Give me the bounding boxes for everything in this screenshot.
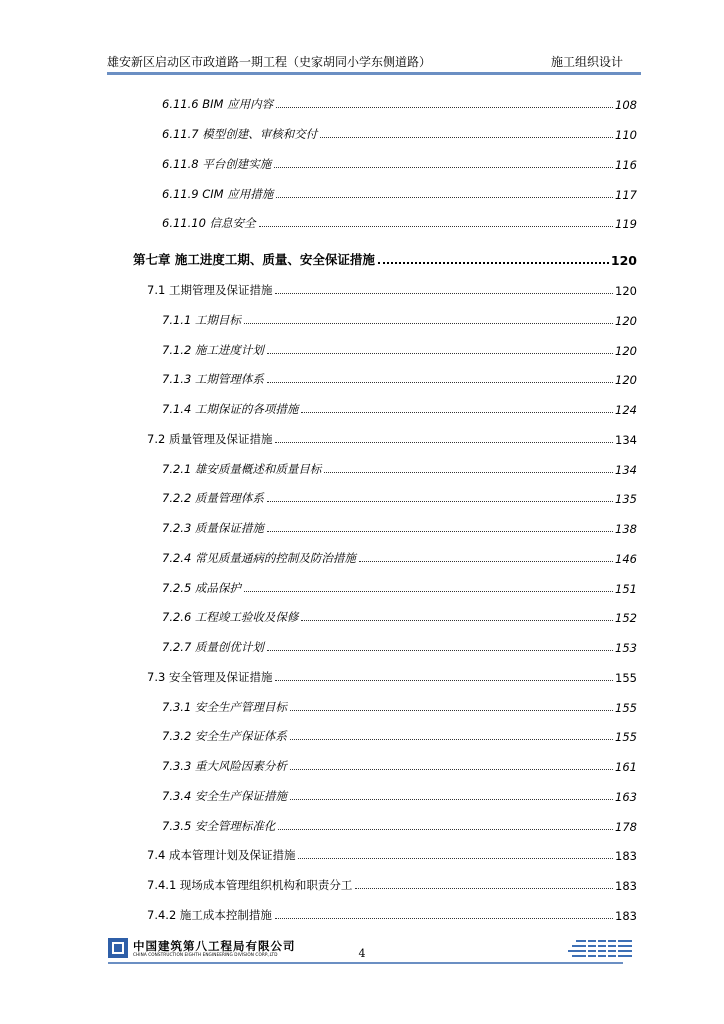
dot-leader: [290, 769, 613, 770]
dot-leader: [301, 412, 613, 413]
header-rule: [107, 72, 641, 75]
toc-entry[interactable]: [162, 756, 637, 774]
toc-entry-label: 6.11.6 BIM 应用内容: [162, 97, 274, 111]
toc-entry-page: 135: [615, 492, 637, 506]
toc-entry[interactable]: [162, 518, 637, 536]
dot-leader: [267, 501, 613, 502]
toc-entry[interactable]: [162, 213, 637, 231]
document-type: 施工组织设计: [550, 55, 623, 69]
company-name-en: CHINA CONSTRUCTION EIGHTH ENGINEERING DIVISION CORP.,LTD: [133, 952, 278, 957]
dot-leader: [301, 620, 613, 621]
toc-entry[interactable]: [162, 607, 637, 625]
dot-leader: [274, 167, 613, 168]
page-header: [107, 50, 623, 70]
dot-leader: [298, 858, 613, 859]
toc-entry[interactable]: [162, 369, 637, 387]
toc-entry-label: 第七章 施工进度工期、质量、安全保证措施: [133, 252, 375, 267]
toc-entry-label: 7.1 工期管理及保证措施: [147, 283, 273, 297]
dot-leader: [276, 197, 613, 198]
toc-entry-page: 120: [615, 284, 637, 298]
toc-entry-label: 7.4 成本管理计划及保证措施: [147, 848, 296, 862]
toc-entry[interactable]: [162, 578, 637, 596]
toc-entry-page: 110: [615, 128, 637, 142]
dot-leader: [267, 353, 613, 354]
toc-entry-label: 7.1.3 工期管理体系: [162, 372, 264, 386]
dot-leader: [259, 226, 613, 227]
toc-entry-page: 134: [615, 433, 637, 447]
toc-entry-page: 155: [615, 671, 637, 685]
toc-entry-label: 6.11.9 CIM 应用措施: [162, 187, 274, 201]
toc-chapter-entry[interactable]: [133, 250, 637, 268]
toc-entry-page: 152: [615, 611, 637, 625]
toc-entry[interactable]: [147, 667, 637, 685]
toc-entry[interactable]: [162, 637, 637, 655]
dot-leader: [244, 323, 613, 324]
toc-entry-label: 6.11.7 模型创建、审核和交付: [162, 127, 318, 141]
decorative-stripes-icon: [568, 938, 634, 962]
company-name-cn: 中国建筑第八工程局有限公司: [133, 939, 296, 953]
toc-entry-page: 120: [615, 373, 637, 387]
toc-entry[interactable]: [162, 94, 637, 112]
footer-rule: [108, 962, 623, 964]
dot-leader: [290, 799, 613, 800]
dot-leader: [290, 710, 613, 711]
dot-leader: [267, 382, 613, 383]
toc-entry[interactable]: [162, 786, 637, 804]
toc-entry-page: 120: [610, 253, 637, 268]
toc-entry[interactable]: [162, 154, 637, 172]
toc-entry[interactable]: [162, 816, 637, 834]
toc-entry-label: 7.3.5 安全管理标准化: [162, 819, 276, 833]
toc-entry-label: 7.3.3 重大风险因素分析: [162, 759, 287, 773]
dot-leader: [267, 531, 613, 532]
toc-entry-page: 155: [615, 701, 637, 715]
toc-entry-page: 183: [615, 909, 637, 923]
toc-entry[interactable]: [162, 184, 637, 202]
toc-entry-label: 7.3 安全管理及保证措施: [147, 670, 273, 684]
dot-leader: [244, 591, 613, 592]
toc-entry-label: 7.2.7 质量创优计划: [162, 640, 264, 654]
toc-entry-label: 7.2.5 成品保护: [162, 581, 241, 595]
toc-entry[interactable]: [162, 340, 637, 358]
dot-leader: [275, 293, 613, 294]
toc-entry-label: 7.3.1 安全生产管理目标: [162, 700, 287, 714]
toc-entry-page: 183: [615, 879, 637, 893]
toc-entry[interactable]: [147, 429, 637, 447]
dot-leader: [275, 918, 613, 919]
toc-entry-page: 117: [615, 188, 637, 202]
project-title: 雄安新区启动区市政道路一期工程（史家胡同小学东侧道路）: [107, 55, 432, 69]
toc-entry[interactable]: [162, 310, 637, 328]
toc-entry-label: 7.4.2 施工成本控制措施: [147, 908, 272, 922]
toc-entry-page: 116: [615, 158, 637, 172]
dot-leader: [359, 561, 613, 562]
toc-entry-label: 7.2.6 工程竣工验收及保修: [162, 610, 299, 624]
toc-entry[interactable]: [147, 280, 637, 298]
toc-entry-page: 155: [615, 730, 637, 744]
dot-leader: [276, 107, 613, 108]
toc-entry-page: 119: [615, 217, 637, 231]
dot-leader: [275, 442, 613, 443]
dot-leader: [324, 472, 613, 473]
toc-entry-label: 7.3.4 安全生产保证措施: [162, 789, 287, 803]
toc-entry-label: 7.2 质量管理及保证措施: [147, 432, 273, 446]
dot-leader: [290, 739, 613, 740]
toc-entry[interactable]: [147, 905, 637, 923]
toc-entry[interactable]: [162, 488, 637, 506]
toc-entry-page: 120: [615, 314, 637, 328]
toc-entry-label: 7.1.1 工期目标: [162, 313, 241, 327]
toc-entry[interactable]: [162, 697, 637, 715]
dot-leader: [355, 888, 613, 889]
toc-entry-page: 178: [615, 820, 637, 834]
dot-leader: [278, 829, 613, 830]
toc-entry[interactable]: [162, 459, 637, 477]
toc-entry[interactable]: [147, 875, 637, 893]
toc-entry-page: 183: [615, 849, 637, 863]
dot-leader: [267, 650, 613, 651]
dot-leader: [378, 262, 609, 264]
toc-entry-page: 151: [615, 582, 637, 596]
toc-entry-page: 146: [615, 552, 637, 566]
dot-leader: [275, 680, 613, 681]
toc-entry-label: 7.2.3 质量保证措施: [162, 521, 264, 535]
toc-entry-label: 6.11.8 平台创建实施: [162, 157, 272, 171]
page-number: 4: [358, 947, 366, 960]
toc-entry-page: 108: [615, 98, 637, 112]
toc-entry-label: 7.1.2 施工进度计划: [162, 343, 264, 357]
toc-entry[interactable]: [162, 124, 637, 142]
toc-entry-page: 124: [615, 403, 637, 417]
toc-entry-page: 138: [615, 522, 637, 536]
toc-entry-page: 153: [615, 641, 637, 655]
toc-entry[interactable]: [162, 548, 637, 566]
toc-entry-page: 120: [615, 344, 637, 358]
toc-entry[interactable]: [162, 726, 637, 744]
toc-entry-page: 163: [615, 790, 637, 804]
dot-leader: [320, 137, 613, 138]
toc-entry-label: 7.4.1 现场成本管理组织机构和职责分工: [147, 878, 353, 892]
toc-entry-label: 7.2.2 质量管理体系: [162, 491, 264, 505]
toc-entry[interactable]: [147, 845, 637, 863]
toc-entry-page: 134: [615, 463, 637, 477]
toc-entry-label: 7.3.2 安全生产保证体系: [162, 729, 287, 743]
toc-entry-label: 7.1.4 工期保证的各项措施: [162, 402, 299, 416]
toc-entry-label: 7.2.1 雄安质量概述和质量目标: [162, 462, 322, 476]
toc-entry-page: 161: [615, 760, 637, 774]
toc-entry-label: 6.11.10 信息安全: [162, 216, 256, 230]
toc-entry[interactable]: [162, 399, 637, 417]
toc-entry-label: 7.2.4 常见质量通病的控制及防治措施: [162, 551, 356, 565]
